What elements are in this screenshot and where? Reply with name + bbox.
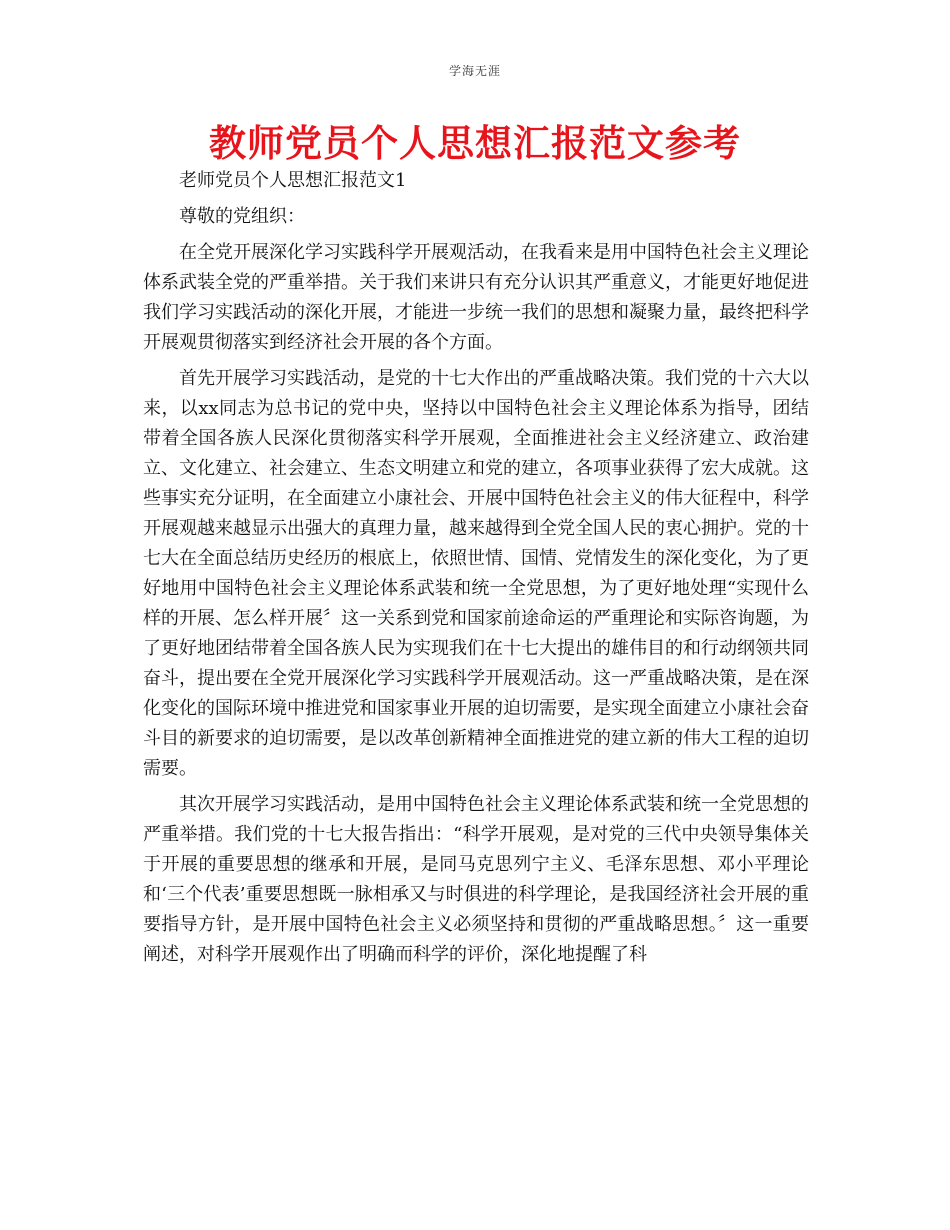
page-header: 学海无涯 <box>448 64 501 78</box>
document-subtitle: 老师党员个人思想汇报范文1 <box>179 170 407 191</box>
paragraph-3: 其次开展学习实践活动，是用中国特色社会主义理论体系武装和统一全党思想的严重举措。我们党的十七大报告指出：“科学开展观，是对党的三代中央领导集体关于开展的重要思想的继承和开展，是同马克思列宁主义、毛泽东思想、邓小平理论和‘三个代表’重要思想既一脉相承又与时俱进的科学理论，是我国经济社会开展的重要指导方针，是开展中国特色社会主义必须坚持和贯彻的严重战略思想。〞这一重要阐述，对科学开展观作出了明确而科学的评价，深化地提醒了科 <box>143 794 809 965</box>
document-body <box>143 166 809 976</box>
salutation: 尊敬的党组织： <box>179 206 305 227</box>
document-title: 教师党员个人思想汇报范文参考 <box>209 122 741 165</box>
paragraph-2: 首先开展学习实践活动，是党的十七大作出的严重战略决策。我们党的十六大以来，以xx同志为总书记的党中央，坚持以中国特色社会主义理论体系为指导，团结带着全国各族人民深化贯彻落实科学开展观，全面推进社会主义经济建立、政治建立、文化建立、社会建立、生态文明建立和党的建立，各项事业获得了宏大成就。这些事实充分证明，在全面建立小康社会、开展中国特色社会主义的伟大征程中，科学开展观越来越显示出强大的真理力量，越来越得到全党全国人民的衷心拥护。党的十七大在全面总结历史经历的根底上，依照世情、国情、党情发生的深化变化，为了更好地用中国特色社会主义理论体系武装和统一全党思想，为了更好地处理“实现什么样的开展、怎么样开展〞这一关系到党和国家前途命运的严重理论和实际咨询题，为了更好地团结带着全国各族人民为实现我们在十七大提出的雄伟目的和行动纲领共同奋斗，提出要在全党开展深化学习实践科学开展观活动。这一严重战略决策，是在深化变化的国际环境中推进党和国家事业开展的迫切需要，是实现全面建立小康社会奋斗目的新要求的迫切需要，是以改革创新精神全面推进党的建立新的伟大工程的迫切需要。 <box>143 368 809 779</box>
paragraph-1: 在全党开展深化学习实践科学开展观活动，在我看来是用中国特色社会主义理论体系武装全党的严重举措。关于我们来讲只有充分认识其严重意义，才能更好地促进我们学习实践活动的深化开展，才能进一步统一我们的思想和凝聚力量，最终把科学开展观贯彻落实到经济社会开展的各个方面。 <box>143 242 809 353</box>
